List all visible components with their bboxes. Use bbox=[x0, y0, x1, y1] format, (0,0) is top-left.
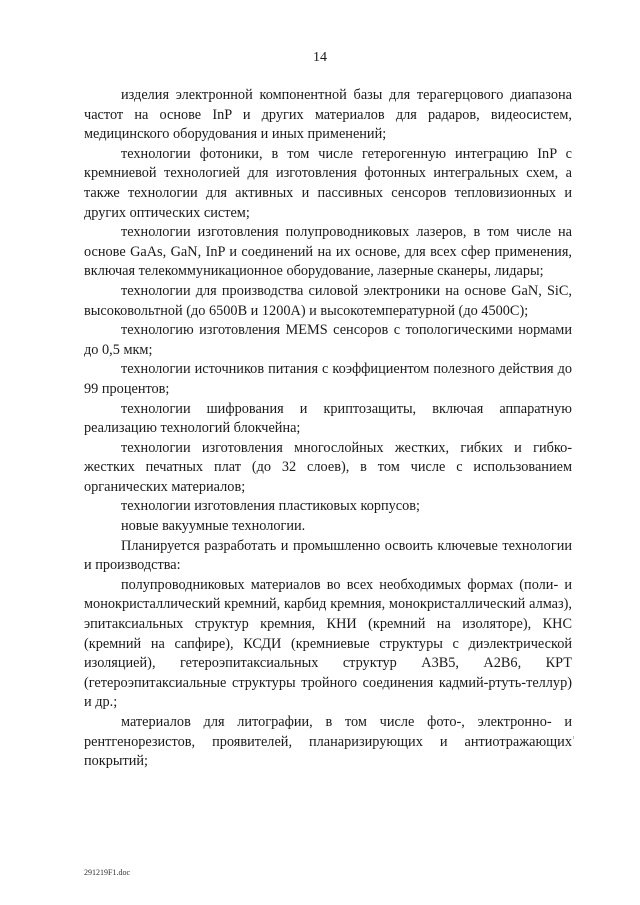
paragraph: технологии изготовления многослойных жестких, гибких и гибко-жестких печатных плат (до 32 слоев), в том числе с использованием органических материалов; bbox=[84, 439, 572, 495]
paragraph: технологии источников питания с коэффициентом полезного действия до 99 процентов; bbox=[84, 361, 572, 397]
paragraph: новые вакуумные технологии. bbox=[121, 518, 306, 535]
paragraph: технологии шифрования и криптозащиты, включая аппаратную реализацию технологий блокчейна; bbox=[84, 400, 572, 437]
paragraph: технологии изготовления полупроводниковых лазеров, в том числе на основе GaAs, GaN, InP и соединений на их основе, для всех сфер применения, включая телекоммуникационное оборудование, лазерные сканеры, лидары; bbox=[84, 224, 572, 280]
paragraph: технологии изготовления пластиковых корпусов; bbox=[121, 498, 421, 515]
paragraph: материалов для литографии, в том числе фото-, электронно- и рентгенорезистов, проявителей, планаризирующих и антиотражающих покрытий; bbox=[84, 714, 572, 770]
document-body bbox=[84, 86, 572, 772]
file-name-footer: 291219F1.doc bbox=[84, 868, 130, 877]
scan-artifact bbox=[573, 736, 574, 739]
paragraph: полупроводниковых материалов во всех необходимых формах (поли- и монокристаллический кремний, карбид кремния, монокристаллический алмаз), эпитаксиальных структур кремния, КНИ (кремний на изоляторе), КНС (кремний на сапфире), КСДИ (кремниевые структуры с диэлектрической изоляцией), гетероэпитаксиальных структур А3В5, А2В6, КРТ (гетероэпитаксиальные структуры тройного соединения кадмий-ртуть-теллур) и др.; bbox=[84, 576, 572, 711]
paragraph: технологию изготовления MEMS сенсоров с топологическими нормами до 0,5 мкм; bbox=[84, 322, 572, 358]
paragraph: изделия электронной компонентной базы для терагерцового диапазона частот на основе InP и других материалов для радаров, видеосистем, медицинского оборудования и иных применений; bbox=[84, 87, 572, 143]
page-number: 14 bbox=[313, 50, 327, 65]
paragraph: Планируется разработать и промышленно освоить ключевые технологии и производства: bbox=[84, 537, 572, 574]
paragraph: технологии для производства силовой электроники на основе GaN, SiC, высоковольтной (до 6500В и 1200А) и высокотемпературной (до 4500С); bbox=[84, 282, 572, 319]
paragraph: технологии фотоники, в том числе гетерогенную интеграцию InP с кремниевой технологией для изготовления фотонных интегральных схем, а также технологии для активных и пассивных сенсоров тепловизионных и других оптических систем; bbox=[84, 145, 572, 221]
